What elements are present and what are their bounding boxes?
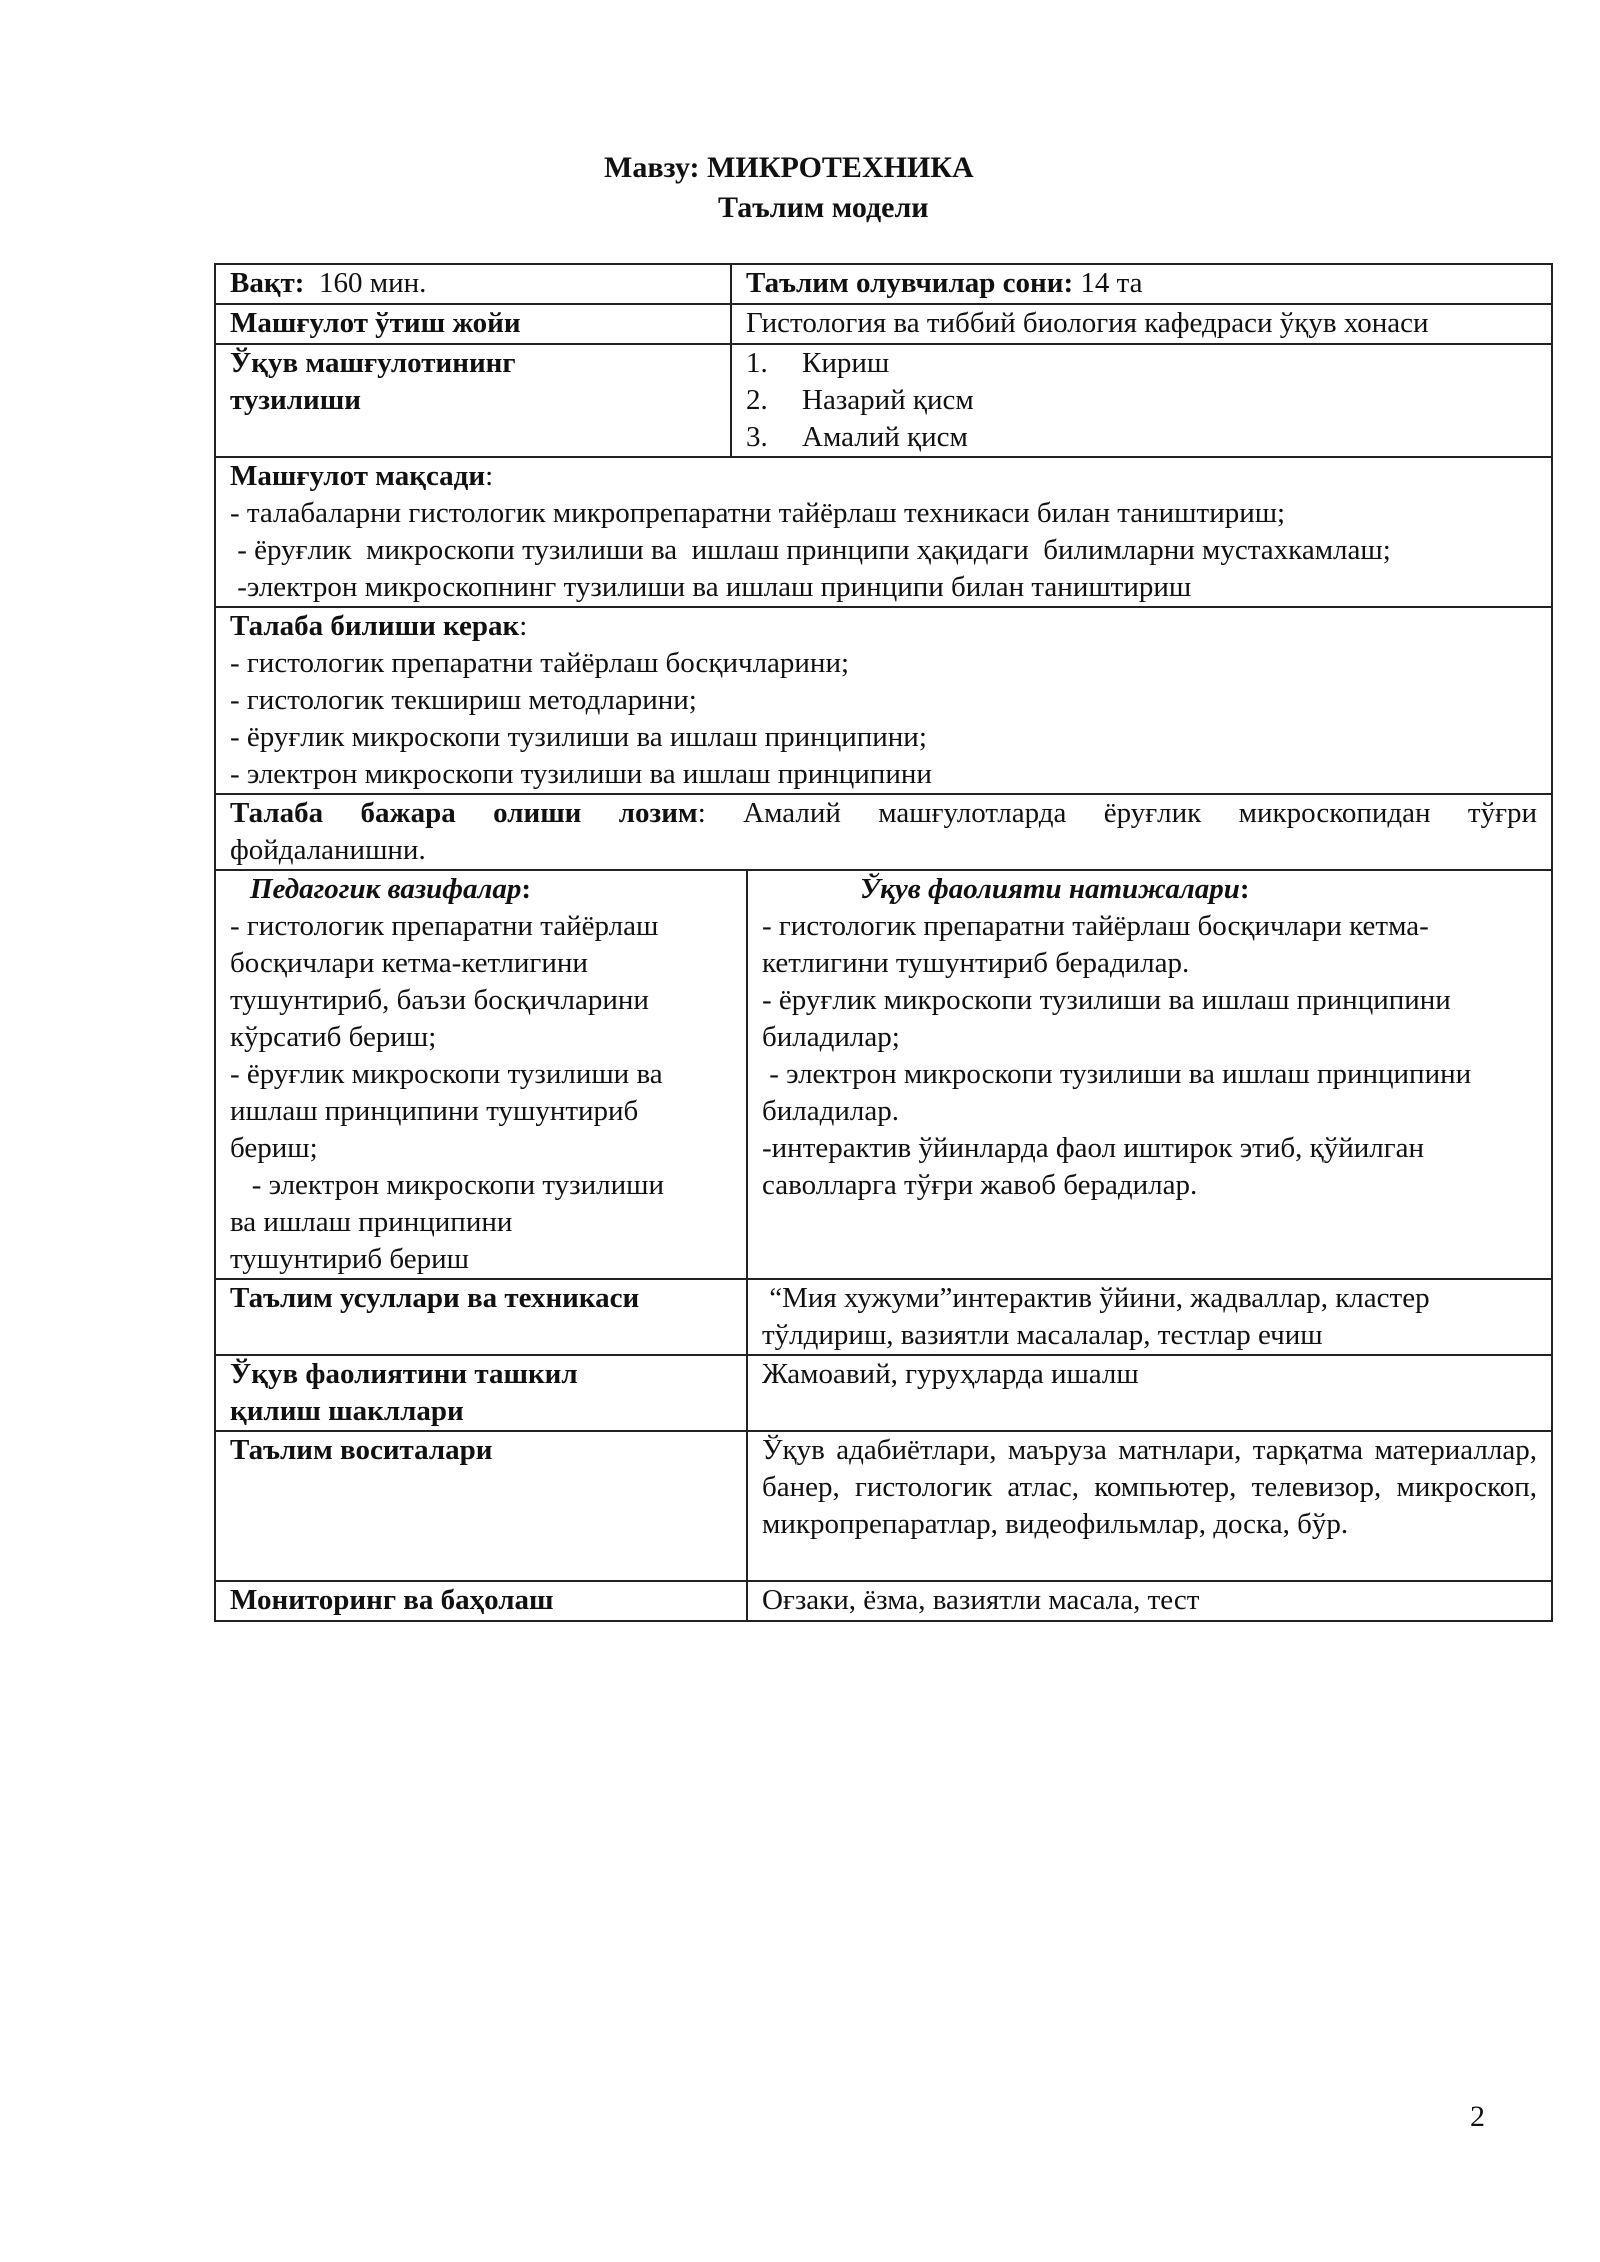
methods-label: Таълим усуллари ва техникаси [230, 1282, 640, 1314]
learning-results-label: Ўқув фаолияти натижалари [860, 873, 1240, 905]
goal-colon: : [485, 460, 494, 492]
tasks-results-row [215, 870, 1552, 1279]
task-line: бериш; [230, 1132, 318, 1164]
know-line: - ёруғлик микроскопи тузилиши ва ишлаш принципини; [230, 721, 927, 753]
know-row [215, 607, 1552, 794]
list-item-text: Амалий қисм [802, 421, 968, 453]
pedagogical-tasks-colon: : [521, 873, 532, 905]
know-label: Талаба билиши керак [230, 610, 520, 642]
know-line: - электрон микроскопи тузилиши ва ишлаш принципини [230, 758, 932, 790]
task-line: - ёруғлик микроскопи тузилиши ва [230, 1058, 663, 1090]
list-item-number: 1. [746, 347, 768, 379]
means-label-cell [215, 1431, 747, 1581]
methods-label-cell [215, 1279, 747, 1355]
students-value: 14 та [1080, 267, 1143, 299]
task-line: - электрон микроскопи тузилиши [230, 1169, 664, 1201]
task-line: ишлаш принципини тушунтириб [230, 1095, 639, 1127]
know-line: - гистологик препаратни тайёрлаш босқичларини; [230, 647, 850, 679]
pedagogical-tasks-cell [215, 870, 747, 1279]
task-line: кўрсатиб бериш; [230, 1021, 437, 1053]
forms-label-line-2: қилиш шакллари [230, 1395, 464, 1427]
monitoring-value: Оғзаки, ёзма, вазиятли масала, тест [762, 1584, 1200, 1616]
students-cell [731, 264, 1552, 304]
forms-row [215, 1355, 1552, 1431]
task-line: тушунтириб бериш [230, 1243, 469, 1275]
learning-results-heading [762, 871, 1537, 908]
time-cell [215, 264, 731, 304]
monitoring-label-cell [215, 1581, 747, 1621]
skills-row [215, 794, 1552, 870]
skills-label: Талаба бажара олиши лозим [230, 797, 698, 829]
result-line: - ёруғлик микроскопи тузилиши ва ишлаш принципини [762, 984, 1451, 1016]
monitoring-value-cell [747, 1581, 1552, 1621]
place-label-cell [215, 304, 731, 344]
list-item-number: 3. [746, 421, 768, 453]
task-line: ва ишлаш принципини [230, 1206, 513, 1238]
list-item-number: 2. [746, 384, 768, 416]
forms-label-line-1: Ўқув фаолиятини ташкил [230, 1358, 578, 1390]
means-value-cell [747, 1431, 1552, 1581]
structure-label-line-2: тузилиши [230, 384, 361, 416]
know-colon: : [519, 610, 528, 642]
skills-text: : Амалий машғулотларда ёруғлик микроскопидан тўғри фойдаланишни. [230, 797, 1537, 866]
goal-line: - ёруғлик микроскопи тузилиши ва ишлаш принципи ҳақидаги билимларни мустахкамлаш; [230, 534, 1391, 566]
skills-cell [215, 794, 1552, 870]
forms-value: Жамоавий, гуруҳларда ишалш [762, 1358, 1139, 1390]
monitoring-label: Мониторинг ва баҳолаш [230, 1584, 554, 1616]
result-line: кетлигини тушунтириб берадилар. [762, 947, 1190, 979]
result-line: -интерактив ўйинларда фаол иштирок этиб, қўйилган [762, 1132, 1425, 1164]
means-label: Таълим воситалари [230, 1434, 493, 1466]
goal-line: -электрон микроскопнинг тузилиши ва ишлаш принципи билан таништириш [230, 571, 1192, 603]
means-row [215, 1431, 1552, 1581]
place-value: Гистология ва тиббий биология кафедраси ўқув хонаси [746, 307, 1429, 339]
goal-row [215, 457, 1552, 607]
page-number: 2 [1470, 2100, 1485, 2133]
learning-results-cell [747, 870, 1552, 1279]
time-row [215, 264, 1552, 304]
monitoring-row [215, 1581, 1552, 1621]
time-label: Вақт: [230, 267, 305, 299]
list-item-text: Назарий қисм [802, 384, 974, 416]
know-heading [230, 608, 1537, 645]
place-value-cell [731, 304, 1552, 344]
methods-row [215, 1279, 1552, 1355]
learning-results-colon: : [1239, 873, 1250, 905]
goal-label: Машғулот мақсади [230, 460, 486, 492]
document-title: Мавзу: МИКРОТЕХНИКА [604, 151, 974, 184]
pedagogical-tasks-heading [230, 871, 740, 908]
result-line: - гистологик препаратни тайёрлаш босқичлари кетма- [762, 910, 1429, 942]
result-line: биладилар; [762, 1021, 900, 1053]
structure-list [746, 345, 1537, 456]
forms-label-cell [215, 1355, 747, 1431]
list-item [746, 419, 1537, 456]
means-value: Ўқув адабиётлари, маъруза матнлари, тарқатма материаллар, банер, гистологик атлас, компьютер, телевизор, микроскоп, микропрепаратлар, видеофильмлар, доска, бўр. [762, 1434, 1537, 1540]
list-item-text: Кириш [802, 347, 890, 379]
list-item [746, 345, 1537, 382]
task-line: - гистологик препаратни тайёрлаш [230, 910, 659, 942]
students-label: Таълим олувчилар сони: [746, 267, 1074, 299]
structure-row [215, 344, 1552, 457]
time-value: 160 мин. [318, 267, 427, 299]
methods-line: тўлдириш, вазиятли масалалар, тестлар ечиш [762, 1319, 1323, 1351]
methods-value-cell [747, 1279, 1552, 1355]
structure-list-cell [731, 344, 1552, 457]
result-line: саволларга тўғри жавоб берадилар. [762, 1169, 1198, 1201]
goal-line: - талабаларни гистологик микропрепаратни тайёрлаш техникаси билан таништириш; [230, 497, 1286, 529]
structure-label-cell [215, 344, 731, 457]
result-line: биладилар. [762, 1095, 899, 1127]
goal-cell [215, 457, 1552, 607]
result-line: - электрон микроскопи тузилиши ва ишлаш принципини [762, 1058, 1472, 1090]
forms-value-cell [747, 1355, 1552, 1431]
pedagogical-tasks-label: Педагогик вазифалар [250, 873, 522, 905]
methods-line: “Мия хужуми”интерактив ўйини, жадваллар, кластер [762, 1282, 1430, 1314]
place-row [215, 304, 1552, 344]
goal-heading [230, 458, 1537, 495]
lesson-model-table [214, 263, 1553, 1622]
know-cell [215, 607, 1552, 794]
task-line: босқичлари кетма-кетлигини [230, 947, 588, 979]
list-item [746, 382, 1537, 419]
place-label: Машғулот ўтиш жойи [230, 307, 521, 339]
structure-label-line-1: Ўқув машғулотининг [230, 347, 516, 379]
document-subtitle: Таълим модели [718, 191, 929, 224]
task-line: тушунтириб, баъзи босқичларини [230, 984, 649, 1016]
know-line: - гистологик текшириш методларини; [230, 684, 697, 716]
